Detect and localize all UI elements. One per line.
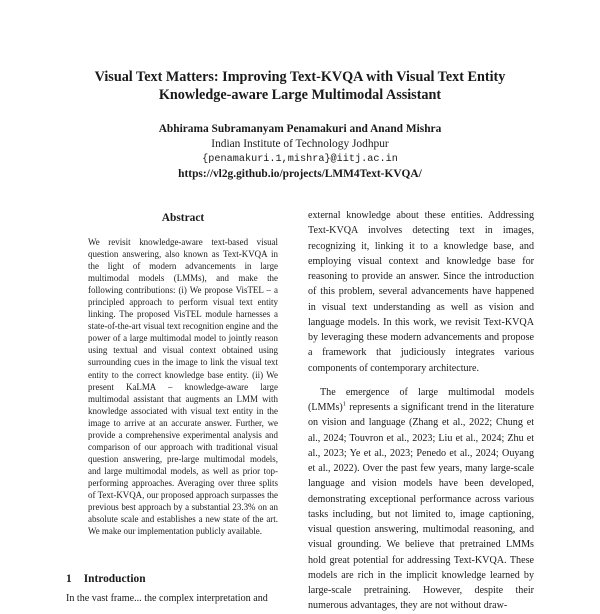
title-line-1: Visual Text Matters: Improving Text-KVQA with Visual Text Entity <box>94 69 506 85</box>
footnote-marker: 1 <box>342 400 347 408</box>
abstract-text: We revisit knowledge-aware text-based visual question answering, also known as Text-KVQA in the light of modern advancements in large multimodal models (LMMs), and make the following contributions: (i) We propose VisTEL – a principled approach to perform visual text entity linking. The proposed VisTEL module harnesses a state-of-the-art visual text recognition engine and the power of a large multimodal model to jointly reason using textual and visual context obtained using surrounding cues in the image to link the visual text entity to the correct knowledge base entity. (ii) We present KaLMA – knowledge-aware large multimodal assistant that augments an LMM with knowledge associated with visual text entity in the image to arrive at an accurate answer. Further, we provide a comprehensive experimental analysis and comparison of our approach with traditional visual question answering, pre-large multimodal models, and large multimodal models, as well as prior top-performing approaches. Averaging over three splits of Text-KVQA, our proposed approach surpasses the previous best approach by a substantial 23.3% on an absolute scale and establishes a new state of the art. We make our implementation publicly available. <box>88 237 278 537</box>
author-email: {penamakuri.1,mishra}@iitj.ac.in <box>202 154 398 165</box>
right-paragraph-1: external knowledge about these entities. Addressing Text-KVQA involves detecting text in images, recognizing it, linking it to a knowledge base, and employing visual context and knowledge base for reasoning to provide an answer. Since the introduction of this problem, several advancements have happened in visual text understanding as well as vision and language models. In this work, we revisit Text-KVQA by leveraging these modern advancements and propose a framework that judiciously integrates various components of contemporary architecture. <box>308 210 534 374</box>
section-heading-introduction <box>66 573 146 585</box>
right-paragraph-2 <box>308 385 534 614</box>
project-url[interactable]: https://vl2g.github.io/projects/LMM4Text-KVQA/ <box>178 168 422 180</box>
section-number: 1 <box>66 573 72 585</box>
paper-title <box>40 68 560 104</box>
author-names: Abhirama Subramanyam Penamakuri and Anand Mishra <box>158 123 442 135</box>
abstract-heading: Abstract <box>161 212 205 224</box>
para2-lead: The emergence of large multimodal models (LMMs) <box>308 386 534 413</box>
intro-first-line: In the vast frame... the complex interpretation and <box>66 593 268 604</box>
title-line-2: Knowledge-aware Large Multimodal Assistant <box>158 87 442 103</box>
author-block <box>40 122 560 182</box>
right-column <box>308 208 534 614</box>
section-title: Introduction <box>83 573 146 585</box>
para2-body: represents a significant trend in the literature on vision and language (Zhang et al., 2022; Chung et al., 2024; Touvron et al., 2023; Liu et al., 2024; Zhu et al., 2023; Ye et al., 2023; Penedo et al., 2024; Ouyang et al., 2022). Over the past few years, many large-scale language and vision models have been developed, demonstrating exceptional performance across various tasks including, but not limited to, image captioning, visual question answering, multimodal reasoning, and visual grounding. We believe that pretrained LMMs hold great potential for addressing Text-KVQA. These models are rich in the implicit knowledge learned by large-scale pretraining. However, despite their numerous advantages, they are not without draw- <box>308 402 534 612</box>
author-institution: Indian Institute of Technology Jodhpur <box>211 138 389 150</box>
